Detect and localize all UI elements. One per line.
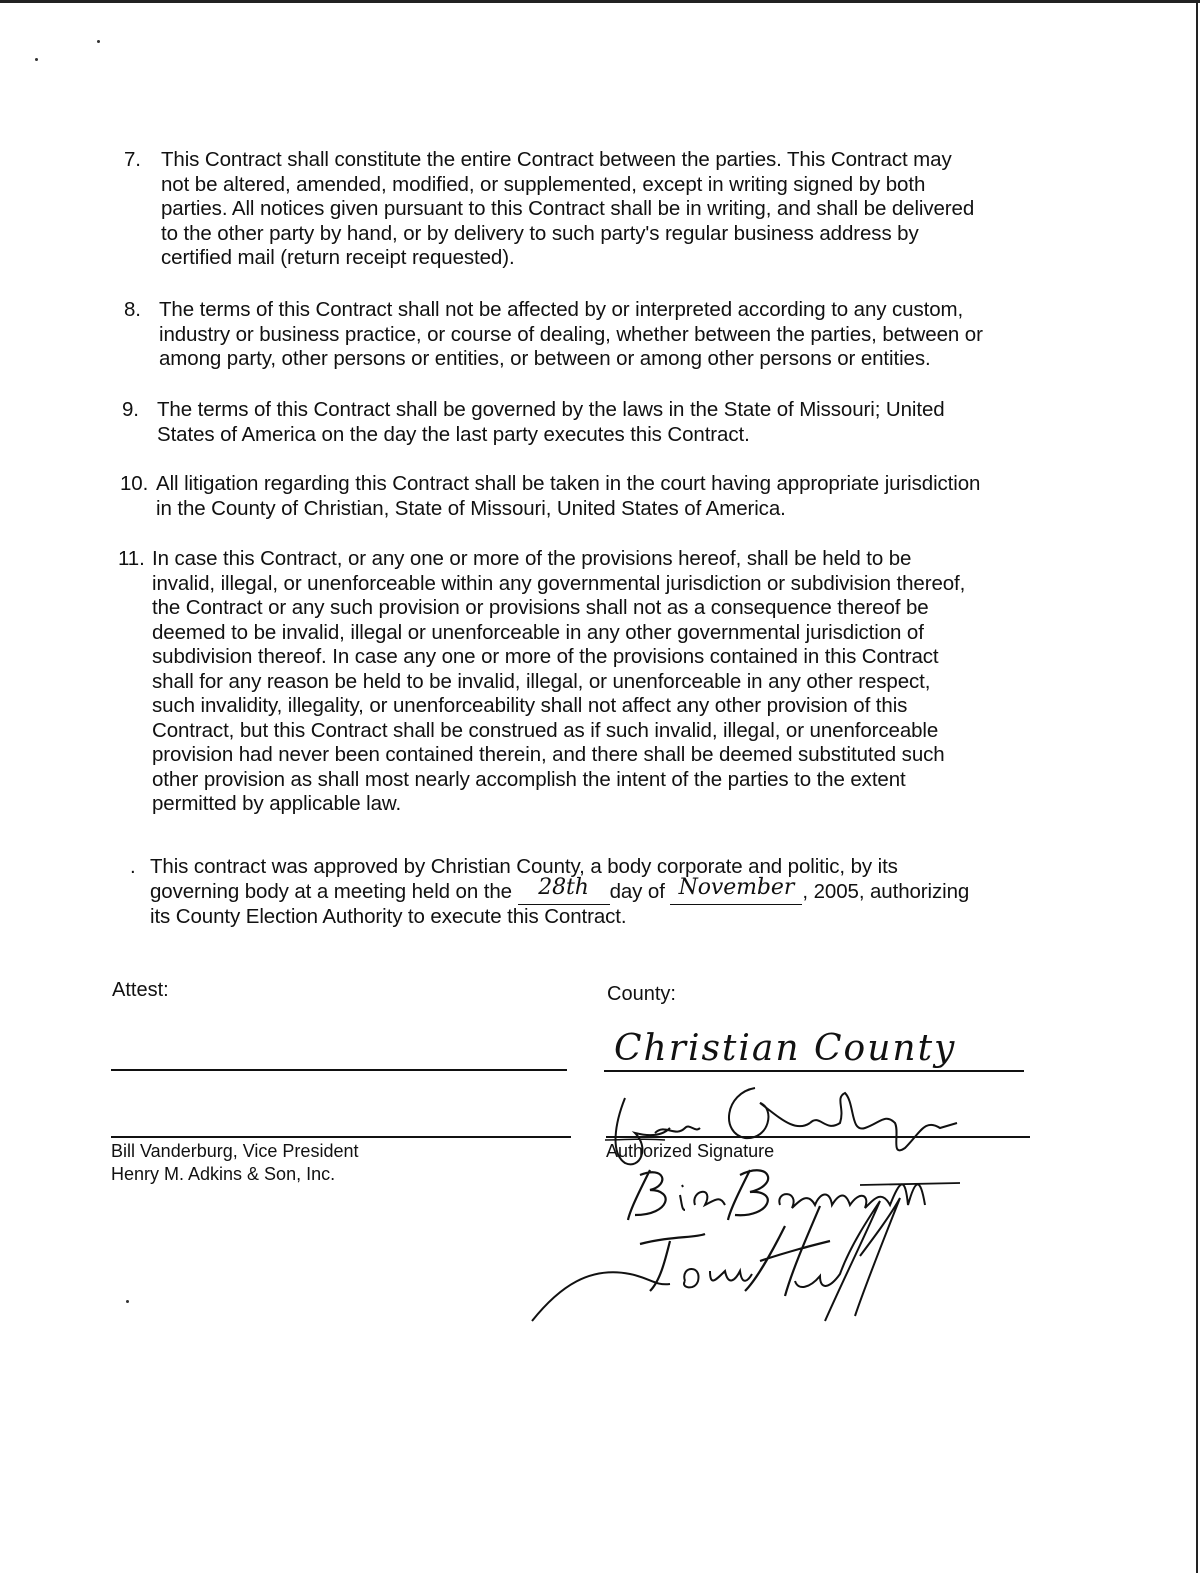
clause-line: Contract, but this Contract shall be construed as if such invalid, illegal, or unenforceable: [152, 718, 939, 742]
attest-name: Bill Vanderburg, Vice President: [111, 1141, 359, 1161]
bullet-dot: .: [130, 855, 136, 878]
county-label: County:: [607, 983, 676, 1005]
clause-number: 11.: [118, 547, 145, 570]
clause-line: not be altered, amended, modified, or supplemented, except in writing signed by both: [161, 172, 926, 196]
attest-company: Henry M. Adkins & Son, Inc.: [111, 1164, 336, 1184]
clause-line: deemed to be invalid, illegal or unenforceable in any other governmental jurisdiction of: [152, 620, 924, 644]
clause-line: subdivision thereof. In case any one or more of the provisions contained in this Contract: [152, 645, 939, 668]
clause-line: permitted by applicable law.: [152, 792, 402, 815]
clause-line: the Contract or any such provision or provisions shall not as a consequence thereof be: [152, 596, 929, 619]
approval-text: governing body at a meeting held on the: [150, 879, 512, 903]
approval-text: day of: [609, 879, 665, 903]
clause-number: 8.: [124, 298, 141, 321]
attest-label: Attest:: [112, 979, 169, 1001]
clause-line: parties. All notices given pursuant to this Contract shall be in writing, and shall be delivered: [161, 197, 975, 220]
scan-border-right: [1196, 0, 1198, 1573]
month-handwritten: November: [678, 874, 795, 900]
approval-line: This contract was approved by Christian County, a body corporate and politic, by its: [150, 855, 898, 878]
county-name-line: [604, 1070, 1024, 1072]
county-handwritten-name: Christian County: [614, 1028, 957, 1069]
approval-text: , 2005, authorizing: [802, 879, 970, 903]
authorized-signature-label: Authorized Signature: [606, 1141, 775, 1161]
day-blank: [518, 874, 610, 906]
clause-line: in the County of Christian, State of Missouri, United States of America.: [156, 496, 786, 520]
scan-speck: [35, 58, 38, 61]
clause-number: 10.: [120, 472, 149, 495]
clause-line: to the other party by hand, or by delivery to such party's regular business address by: [161, 221, 919, 245]
scan-border-top: [0, 0, 1200, 3]
clause-line: In case this Contract, or any one or more of the provisions hereof, shall be held to be: [152, 547, 912, 570]
attest-signature-line: [111, 1069, 567, 1071]
clause-number: 9.: [122, 398, 139, 421]
clause-line: such invalidity, illegality, or unenforceability shall not affect any other provision of this: [152, 694, 908, 717]
month-blank: [670, 874, 802, 906]
clause-line: All litigation regarding this Contract shall be taken in the court having appropriate jurisdiction: [156, 472, 981, 495]
clause-line: The terms of this Contract shall be governed by the laws in the State of Missouri; United: [157, 398, 945, 421]
clause-line: certified mail (return receipt requested).: [161, 246, 515, 269]
clause-line: among party, other persons or entities, or between or among other persons or entities.: [159, 347, 931, 370]
clause-line: other provision as shall most nearly accomplish the intent of the parties to the extent: [152, 767, 906, 791]
day-handwritten: 28th: [538, 874, 589, 900]
clause-line: industry or business practice, or course of dealing, whether between the parties, between or: [159, 322, 983, 346]
clause-line: shall for any reason be held to be invalid, illegal, or unenforceable in any other respect,: [152, 669, 931, 693]
clause-line: provision had never been contained therein, and there shall be deemed substituted such: [152, 743, 945, 766]
clause-number: 7.: [124, 148, 141, 171]
approval-line: its County Election Authority to execute this Contract.: [150, 905, 627, 928]
scan-speck: [97, 40, 100, 43]
attest-signature-line-2: [111, 1136, 571, 1138]
clause-line: The terms of this Contract shall not be affected by or interpreted according to any custom,: [159, 298, 964, 321]
clause-line: invalid, illegal, or unenforceable within any governmental jurisdiction or subdivision thereof,: [152, 571, 966, 595]
signature-john-grubaugh: [595, 1078, 975, 1168]
approval-line-with-blanks: [150, 874, 1050, 906]
clause-line: This Contract shall constitute the entire Contract between the parties. This Contract may: [161, 148, 952, 171]
clause-line: States of America on the day the last party executes this Contract.: [157, 422, 750, 446]
scan-speck: [126, 1300, 129, 1303]
signature-tom-huff: [530, 1196, 930, 1331]
